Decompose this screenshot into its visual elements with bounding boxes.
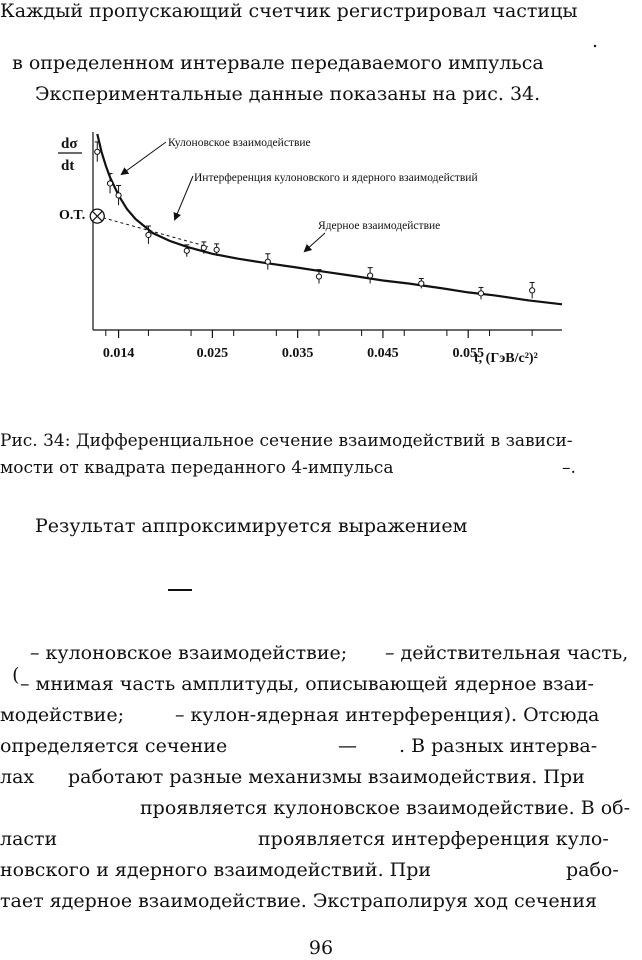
para3: Результат аппроксимируется выражением — [35, 515, 468, 537]
x-ticks — [106, 330, 532, 338]
body-line2: – мнимая часть амплитуды, описывающей ядерное взаи- — [20, 673, 594, 695]
page-number: 96 — [308, 937, 334, 959]
annotation-nuclear: Ядерное взаимодействие — [318, 220, 441, 232]
body-line4-c: . В разных интерва- — [399, 735, 598, 757]
body-line4-b: — — [338, 735, 357, 757]
data-point — [265, 259, 270, 264]
para1-line2-end: . — [592, 30, 599, 52]
caption-line2-end: –. — [562, 458, 576, 478]
data-point — [316, 274, 321, 279]
x-tick-label: 0.055 — [452, 346, 484, 361]
para1-line2-text: в определенном интервале передаваемого импульса — [12, 52, 544, 74]
x-tick-label: 0.025 — [196, 346, 229, 361]
body-line8-a: новского и ядерного взаимодействий. При — [0, 859, 432, 881]
x-tick-label: 0.035 — [281, 346, 314, 361]
data-points — [95, 142, 535, 299]
data-point — [201, 245, 206, 250]
ylabel-top: dσ — [61, 136, 78, 152]
annotation-coulomb: Кулоновское взаимодействие — [168, 137, 311, 149]
data-point — [419, 281, 424, 286]
x-tick-label: 0.014 — [102, 346, 135, 361]
body-line9: тает ядерное взаимодействие. Экстраполируя ход сечения — [0, 890, 597, 912]
body-line1-c: – действительная часть, — [385, 642, 629, 664]
data-point — [184, 248, 189, 253]
x-tick-label: 0.045 — [367, 346, 399, 361]
body-line3-b: – кулон-ядерная интерференция). Отсюда — [175, 704, 600, 726]
data-point — [146, 232, 151, 237]
optical-theorem-marker — [90, 209, 104, 223]
optical-theorem-extrapolation — [97, 216, 208, 247]
annotation-interference-arrow — [175, 176, 193, 219]
body-line1-paren: ( — [12, 664, 20, 686]
figure-34-chart — [0, 120, 642, 395]
para1-line2 — [0, 30, 544, 74]
body-line5-a: лах — [0, 766, 35, 788]
optical-theorem-label: O.T. — [59, 208, 86, 223]
annotation-interference: Интерференция кулоновского и ядерного взаимодействий — [194, 172, 478, 184]
annotation-coulomb-arrow — [122, 142, 166, 174]
body-line3-a: модействие; — [0, 704, 124, 726]
annotation-nuclear-arrow — [305, 233, 325, 251]
caption-line2: мости от квадрата переданного 4-импульса — [0, 458, 394, 478]
caption-line1: Рис. 34: Дифференциальное сечение взаимодействий в зависи- — [0, 431, 573, 451]
body-line6: проявляется кулоновское взаимодействие. В об- — [140, 797, 631, 819]
data-point — [368, 273, 373, 278]
data-point — [530, 288, 535, 293]
para1-line1: Каждый пропускающий счетчик регистрировал частицы — [0, 0, 578, 22]
body-line5-b: работают разные механизмы взаимодействия. При — [68, 766, 585, 788]
body-line1-b: – кулоновское взаимодействие; — [30, 642, 348, 664]
data-point — [478, 291, 483, 296]
data-point — [95, 149, 100, 154]
body-line8-b: рабо- — [566, 859, 619, 881]
data-point — [214, 247, 219, 252]
para2: Экспериментальные данные показаны на рис. 34. — [35, 83, 541, 105]
body-line1 — [0, 642, 20, 686]
data-point — [107, 181, 112, 186]
body-line7-a: ласти — [0, 828, 58, 850]
x-axis-label: t, (ГэВ/c²)² — [474, 351, 538, 366]
body-line4-a: определяется сечение — [0, 735, 228, 757]
formula-fraction-bar — [168, 589, 192, 591]
x-tick-labels — [103, 346, 484, 361]
body-line7-b: проявляется интерференция куло- — [258, 828, 609, 850]
ylabel-bottom: dt — [61, 158, 75, 174]
data-point — [116, 193, 121, 198]
